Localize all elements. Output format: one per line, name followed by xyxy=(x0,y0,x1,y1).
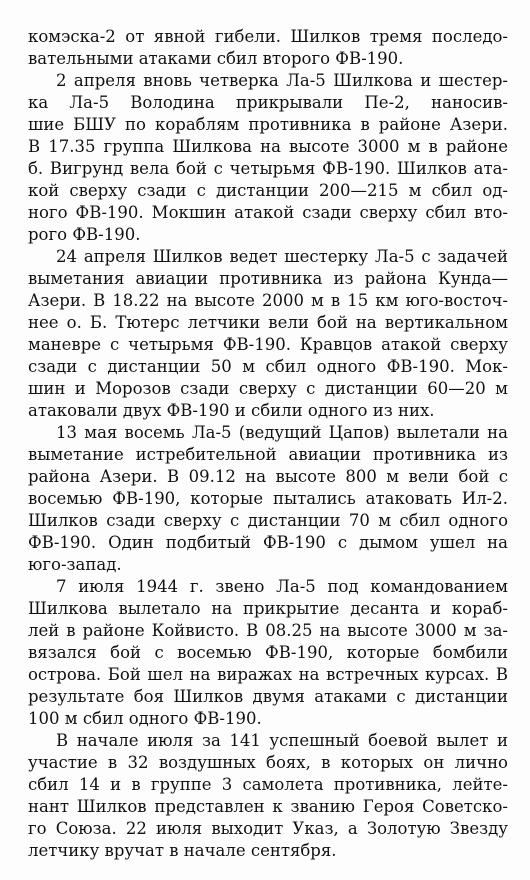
text-line: кой сверху сзади с дистанции 200—215 м сбил од- xyxy=(28,181,508,200)
text-line: Шилков сзади сверху с дистанции 70 м сбил одного xyxy=(28,511,508,530)
text-line: выметание истребительной авиации противника из xyxy=(28,445,508,464)
text-line: шие БШУ по кораблям противника в районе Азери. xyxy=(28,115,508,134)
text-line: рого ФВ-190. xyxy=(28,225,141,244)
text-line: ного ФВ-190. Мокшин атакой сзади сверху сбил вто- xyxy=(28,203,508,222)
text-line: В 17.35 группа Шилкова на высоте 3000 м в районе xyxy=(28,137,508,156)
text-line: вательными атаками сбил второго ФВ-190. xyxy=(28,49,404,68)
text-line: нант Шилков представлен к званию Героя Советско- xyxy=(28,797,508,816)
text-line: нее о. Б. Тютерс летчики вели бой на вертикальном xyxy=(28,313,508,332)
text-line: 100 м сбил одного ФВ-190. xyxy=(28,709,262,728)
text-line: результате боя Шилков двумя атаками с дистанции xyxy=(28,687,508,706)
text-line: комэска-2 от явной гибели. Шилков тремя последо- xyxy=(28,27,508,46)
text-line: сзади с дистанции 50 м сбил одного ФВ-190. Мок- xyxy=(28,357,508,376)
text-line: шин и Морозов сзади сверху с дистанции 60—20 м xyxy=(28,379,508,398)
text-line: 13 мая восемь Ла-5 (ведущий Цапов) вылетали на xyxy=(56,423,508,442)
text-line: выметания авиации противника из района Кунда— xyxy=(28,269,508,288)
text-line: 7 июля 1944 г. звено Ла-5 под командованием xyxy=(56,577,508,596)
text-line: участие в 32 воздушных боях, в которых он лично xyxy=(28,753,508,772)
text-line: района Азери. В 09.12 на высоте 800 м вели бой с xyxy=(28,467,508,486)
text-line: 2 апреля вновь четверка Ла-5 Шилкова и шестер- xyxy=(56,71,508,90)
text-line: восемью ФВ-190, которые пытались атаковать Ил-2. xyxy=(28,489,508,508)
text-line: лей в районе Койвисто. В 08.25 на высоте 3000 м за- xyxy=(28,621,508,640)
text-line: острова. Бой шел на виражах на встречных курсах. В xyxy=(28,665,508,684)
text-line: маневре с четырьмя ФВ-190. Кравцов атакой сверху xyxy=(28,335,508,354)
text-line: вязался бой с восемью ФВ-190, которые бомбили xyxy=(28,643,508,662)
text-line: В начале июля за 141 успешный боевой вылет и xyxy=(56,731,508,750)
text-line: Азери. В 18.22 на высоте 2000 м в 15 км юго-восточ- xyxy=(28,291,508,310)
text-line: ФВ-190. Один подбитый ФВ-190 с дымом ушел на xyxy=(28,533,508,552)
body-text xyxy=(28,26,508,862)
text-line: Шилкова вылетало на прикрытие десанта и кораб- xyxy=(28,599,508,618)
text-line: ка Ла-5 Володина прикрывали Пе-2, наносив- xyxy=(28,93,508,112)
text-line: б. Вигрунд вела бой с четырьмя ФВ-190. Шилков ата- xyxy=(28,159,508,178)
text-line: 24 апреля Шилков ведет шестерку Ла-5 с задачей xyxy=(56,247,508,266)
text-line: го Союза. 22 июля выходит Указ, а Золотую Звезду xyxy=(28,819,508,838)
text-line: летчику вручат в начале сентября. xyxy=(28,841,337,860)
text-line: сбил 14 и в группе 3 самолета противника, лейте- xyxy=(28,775,508,794)
text-line: юго-запад. xyxy=(28,555,122,574)
text-line: атаковали двух ФВ-190 и сбили одного из них. xyxy=(28,401,435,420)
